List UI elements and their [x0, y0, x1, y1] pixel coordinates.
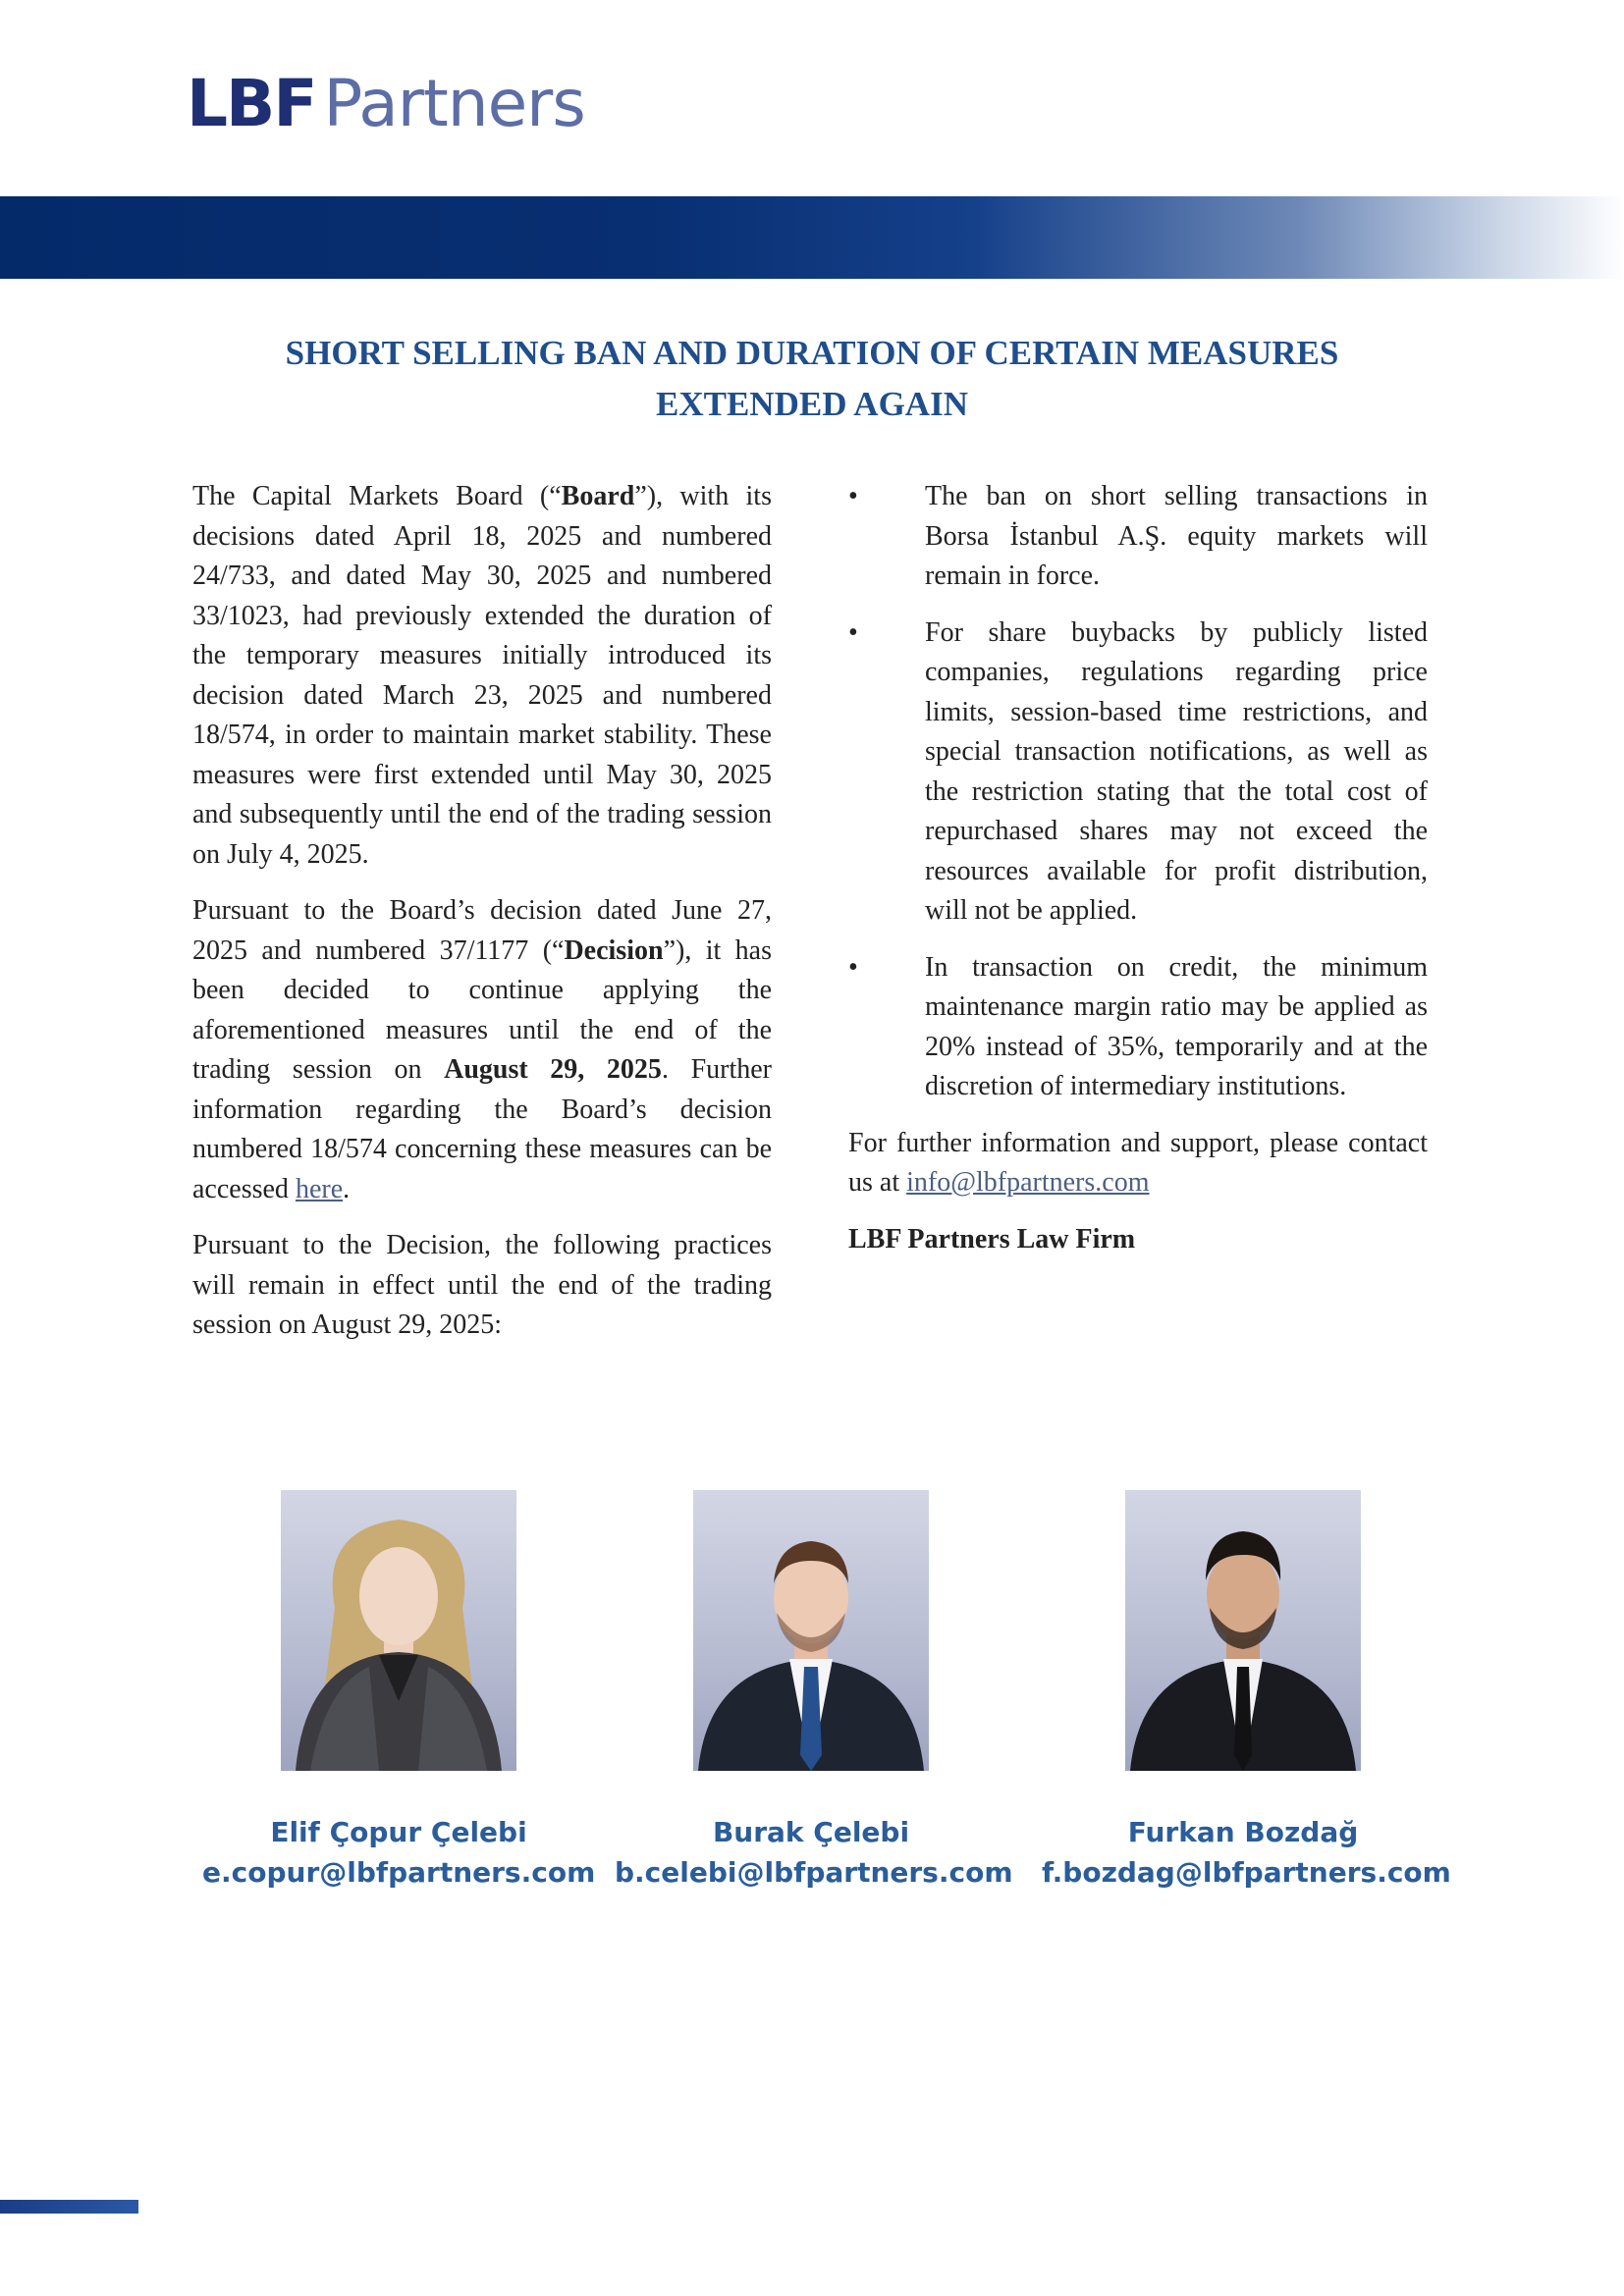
photo-furkan — [1125, 1490, 1361, 1771]
decision-paragraph — [192, 891, 772, 1209]
bullet-item — [848, 477, 1428, 597]
bullet-text: In transaction on credit, the minimum maintenance margin ratio may be applied as 20% instead of 35%, temporarily and at the discretion of intermediary institutions. — [925, 951, 1428, 1101]
company-logo — [187, 66, 585, 141]
firm-signature: LBF Partners Law Firm — [848, 1223, 1136, 1255]
portrait-burak-icon — [693, 1490, 929, 1771]
contact-card-furkan — [1042, 1812, 1451, 1893]
intro-paragraph — [192, 477, 772, 875]
intro-text-a: The Capital Markets Board (“ — [192, 481, 562, 511]
logo-partners-text: Partners — [323, 66, 585, 141]
bullet-item — [848, 948, 1428, 1107]
board-term: Board — [561, 481, 635, 511]
contact-paragraph — [848, 1124, 1428, 1203]
bullet-icon: • — [848, 616, 858, 648]
bullet-icon: • — [848, 481, 858, 511]
person-email[interactable]: f.bozdag@lbfpartners.com — [1042, 1856, 1451, 1889]
page-title — [187, 328, 1437, 430]
person-email[interactable]: b.celebi@lbfpartners.com — [615, 1856, 1013, 1889]
person-email[interactable]: e.copur@lbfpartners.com — [202, 1856, 596, 1889]
right-column — [848, 477, 1428, 1276]
person-name: Elif Çopur Çelebi — [270, 1816, 527, 1848]
bullet-text: For share buybacks by publicly listed companies, regulations regarding price limits, session-based time restrictions, and special transaction notifications, as well as the restriction stating that the total cost of repurchased shares may not exceed the resources available for profit distribution, will not be applied. — [925, 616, 1428, 926]
decision-text-e: . Further information regarding the Board’s decision numbered 18/574 concerning these measures can be accessed — [192, 1054, 772, 1204]
footer-accent-bar — [0, 2200, 138, 2214]
portrait-elif-icon — [281, 1490, 516, 1771]
bullet-icon: • — [848, 951, 858, 983]
deadline-date: August 29, 2025 — [444, 1054, 662, 1085]
decision-text-a: Pursuant to the Board’s decision dated June 27, 2025 and numbered 37/1177 (“ — [192, 895, 772, 966]
title-line-1: SHORT SELLING BAN AND DURATION OF CERTAIN MEASURES — [285, 334, 1339, 372]
decision-text-f: . — [343, 1173, 351, 1204]
photo-elif — [281, 1490, 516, 1771]
bullet-text: The ban on short selling transactions in Borsa İstanbul A.Ş. equity markets will remain in force. — [925, 481, 1428, 591]
left-column — [192, 477, 772, 1362]
person-name: Furkan Bozdağ — [1127, 1816, 1359, 1848]
logo-lbf-text: LBF — [187, 66, 316, 141]
portrait-furkan-icon — [1125, 1490, 1361, 1771]
title-line-2: EXTENDED AGAIN — [656, 385, 968, 423]
contact-card-elif — [202, 1812, 595, 1893]
contact-email-link[interactable]: info@lbfpartners.com — [906, 1167, 1150, 1198]
header-banner — [0, 196, 1624, 279]
bullet-item — [848, 614, 1428, 932]
person-name: Burak Çelebi — [712, 1816, 910, 1848]
here-link[interactable]: here — [295, 1173, 344, 1204]
photo-burak — [693, 1490, 929, 1771]
intro-text-c: ”), with its decisions dated April 18, 2025 and numbered 24/733, and dated May 30, 2025 and numbered 33/1023, had previously extended the duration of the temporary measures initially introduced its decision dated March 23, 2025 and numbered 18/574, in order to maintain market stability. These measures were first extended until May 30, 2025 and subsequently until the end of the trading session on July 4, 2025. — [192, 481, 772, 870]
decision-term: Decision — [564, 934, 664, 966]
contact-card-burak — [615, 1812, 1013, 1893]
practices-paragraph: Pursuant to the Decision, the following practices will remain in effect until the end of the trading session on August 29, 2025: — [192, 1230, 772, 1340]
contact-text: For further information and support, please contact us at — [848, 1127, 1428, 1198]
decision-text-c: ”), it has been decided to continue applying the aforementioned measures until the end of the trading session on — [192, 934, 772, 1085]
